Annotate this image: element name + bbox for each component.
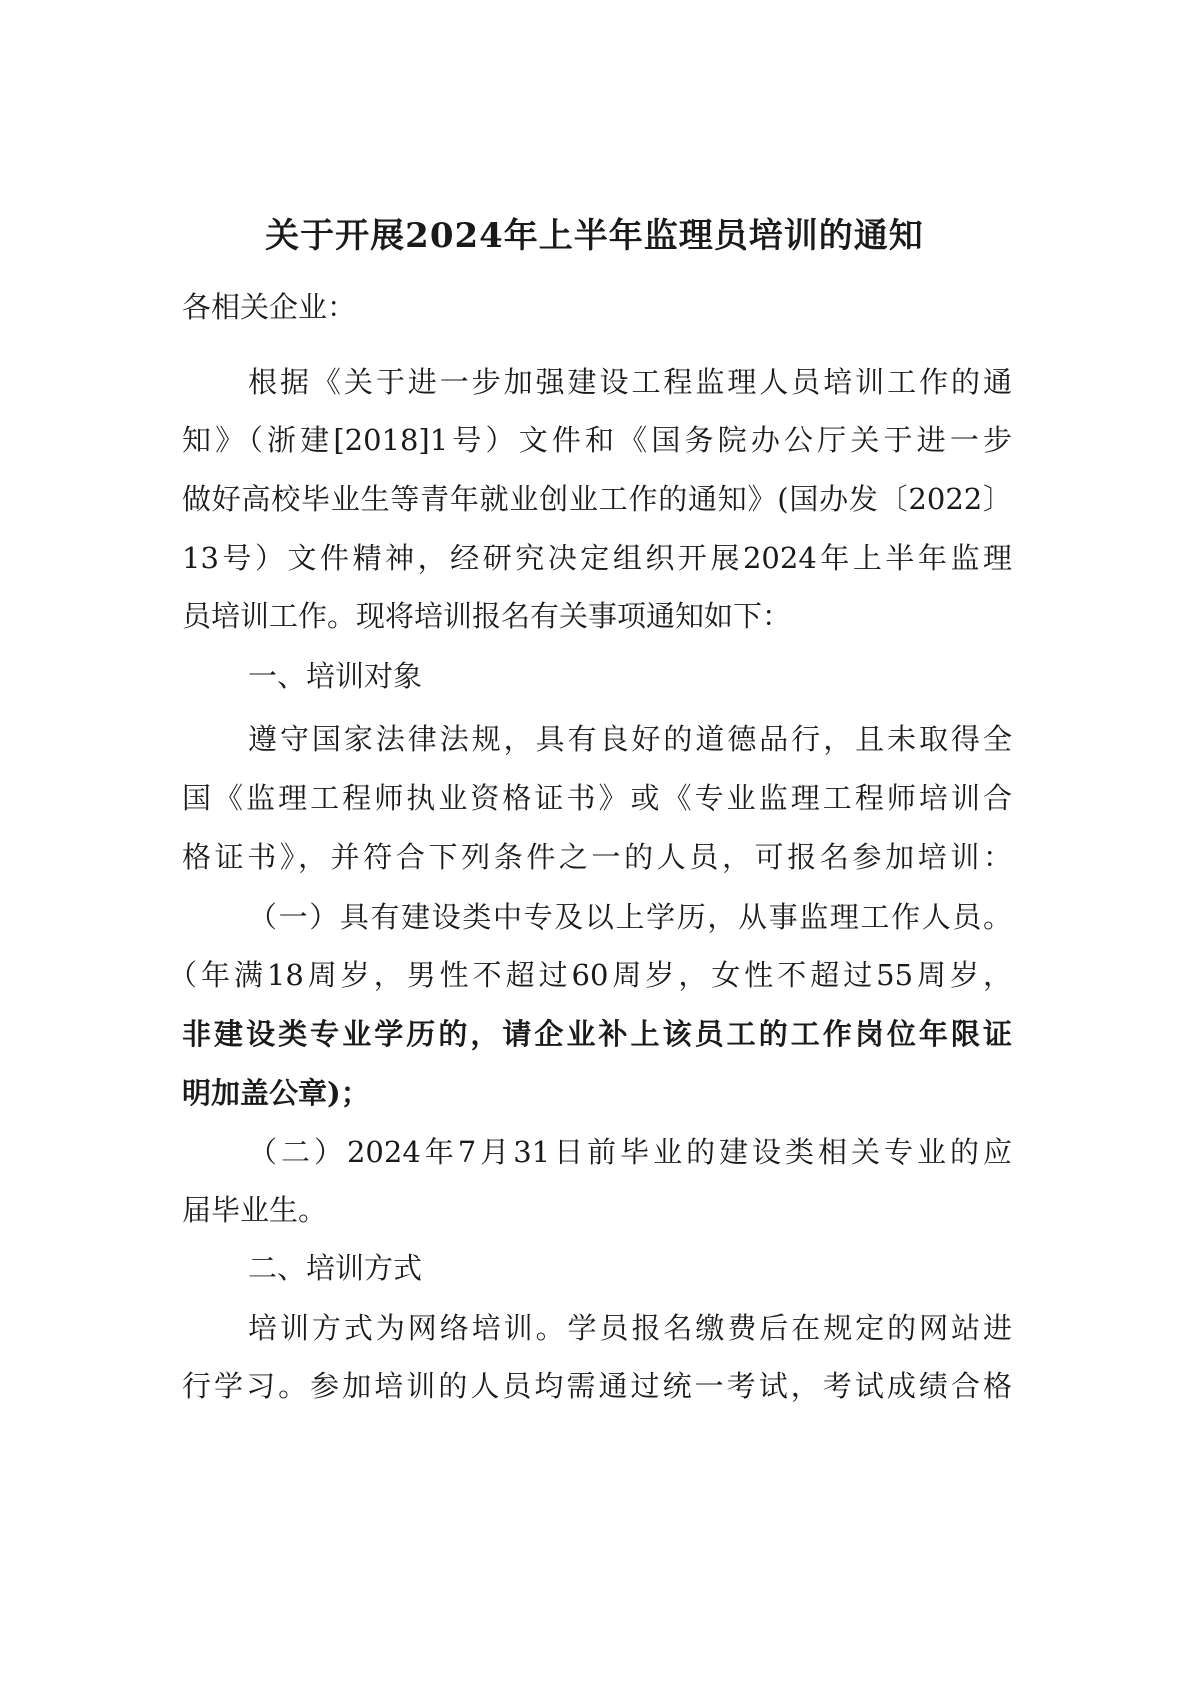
paragraph-line-bold: 非建设类专业学历的，请企业补上该员工的工作岗位年限证 — [182, 1017, 1012, 1051]
paragraph-line: （一）具有建设类中专及以上学历，从事监理工作人员。 — [248, 900, 1012, 934]
document-title: 关于开展2024年上半年监理员培训的通知 — [265, 216, 924, 256]
paragraph-line: 届毕业生。 — [182, 1193, 328, 1227]
paragraph-line: 培训方式为网络培训。学员报名缴费后在规定的网站进 — [248, 1311, 1012, 1345]
paragraph-line: 遵守国家法律法规，具有良好的道德品行，且未取得全 — [248, 722, 1012, 756]
paragraph-line-bold: 明加盖公章)； — [182, 1076, 370, 1110]
paragraph-line: 根据《关于进一步加强建设工程监理人员培训工作的通 — [248, 365, 1012, 399]
section-heading: 二、培训方式 — [248, 1251, 423, 1285]
paragraph-line: 做好高校毕业生等青年就业创业工作的通知》(国办发〔2022〕 — [182, 482, 1012, 516]
paragraph-line: 行学习。参加培训的人员均需通过统一考试，考试成绩合格 — [182, 1369, 1012, 1403]
section-heading: 一、培训对象 — [248, 659, 423, 693]
paragraph-line: （年满18周岁，男性不超过60周岁，女性不超过55周岁， — [168, 958, 1012, 992]
paragraph-line: 国《监理工程师执业资格证书》或《专业监理工程师培训合 — [182, 781, 1012, 815]
paragraph-line: 13号）文件精神，经研究决定组织开展2024年上半年监理 — [182, 541, 1012, 575]
paragraph-line: 知》（浙建[2018]1号）文件和《国务院办公厅关于进一步 — [182, 423, 1012, 457]
salutation: 各相关企业： — [182, 290, 357, 324]
paragraph-line: 员培训工作。现将培训报名有关事项通知如下： — [182, 599, 792, 633]
paragraph-line: （二）2024年7月31日前毕业的建设类相关专业的应 — [248, 1135, 1012, 1169]
paragraph-line: 格证书》，并符合下列条件之一的人员，可报名参加培训： — [182, 840, 1012, 874]
